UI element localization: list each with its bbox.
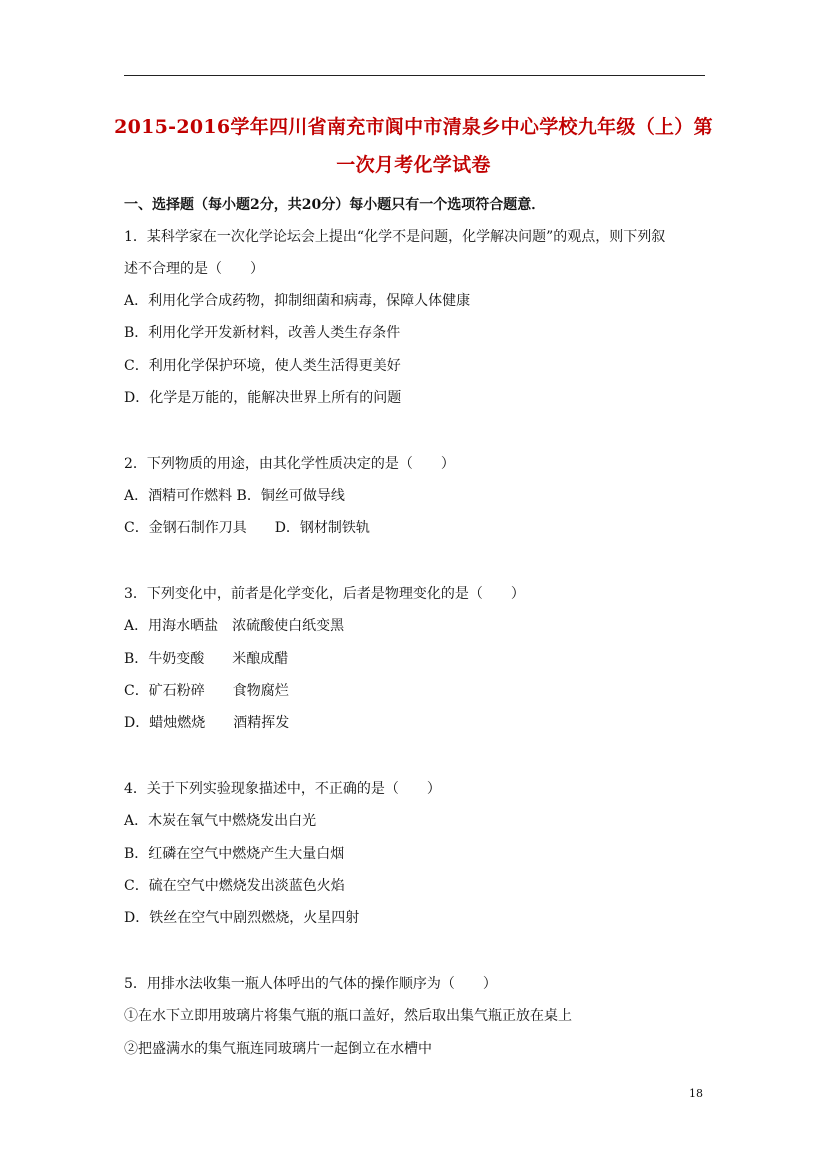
question-4-option-b: B．红磷在空气中燃烧产生大量白烟 — [124, 846, 345, 862]
question-5-step-2: ②把盛满水的集气瓶连同玻璃片一起倒立在水槽中 — [124, 1041, 432, 1057]
question-1-option-d: D．化学是万能的，能解决世界上所有的问题 — [124, 390, 402, 406]
question-2-options-ab: A．酒精可作燃料 B．铜丝可做导线 — [124, 488, 345, 504]
question-4-option-d: D．铁丝在空气中剧烈燃烧，火星四射 — [124, 910, 360, 926]
question-5-step-1: ①在水下立即用玻璃片将集气瓶的瓶口盖好，然后取出集气瓶正放在桌上 — [124, 1008, 572, 1024]
question-3-option-c: C．矿石粉碎 食物腐烂 — [124, 683, 289, 699]
question-3-option-a: A．用海水晒盐 浓硫酸使白纸变黑 — [124, 618, 345, 634]
question-1-option-b: B．利用化学开发新材料，改善人类生存条件 — [124, 325, 401, 341]
question-3-option-b: B．牛奶变酸 米酿成醋 — [124, 651, 289, 667]
exam-title-line-2: 一次月考化学试卷 — [336, 154, 491, 176]
question-4-option-a: A．木炭在氧气中燃烧发出白光 — [124, 813, 317, 829]
question-3-stem: 3．下列变化中，前者是化学变化，后者是物理变化的是（ ） — [124, 586, 525, 602]
exam-title-line-1: 2015-2016学年四川省南充市阆中市清泉乡中心学校九年级（上）第 — [114, 116, 713, 138]
question-4-option-c: C．硫在空气中燃烧发出淡蓝色火焰 — [124, 878, 345, 894]
question-3-option-d: D．蜡烛燃烧 酒精挥发 — [124, 715, 290, 731]
question-1-option-a: A．利用化学合成药物，抑制细菌和病毒，保障人体健康 — [124, 293, 471, 309]
header-rule — [124, 75, 705, 76]
question-2-options-cd: C．金钢石制作刀具 D．钢材制铁轨 — [124, 520, 370, 536]
question-1-stem-line-1: 1．某科学家在一次化学论坛会上提出“化学不是问题，化学解决问题”的观点，则下列叙 — [124, 229, 666, 245]
question-1-option-c: C．利用化学保护环境，使人类生活得更美好 — [124, 358, 401, 374]
section-heading: 一、选择题（每小题2分，共20分）每小题只有一个选项符合题意． — [124, 197, 546, 213]
question-5-stem: 5．用排水法收集一瓶人体呼出的气体的操作顺序为（ ） — [124, 976, 497, 992]
question-4-stem: 4．关于下列实验现象描述中，不正确的是（ ） — [124, 781, 441, 797]
question-2-stem: 2．下列物质的用途，由其化学性质决定的是（ ） — [124, 456, 455, 472]
question-1-stem-line-2: 述不合理的是（ ） — [124, 261, 264, 277]
page-number: 18 — [689, 1087, 703, 1100]
